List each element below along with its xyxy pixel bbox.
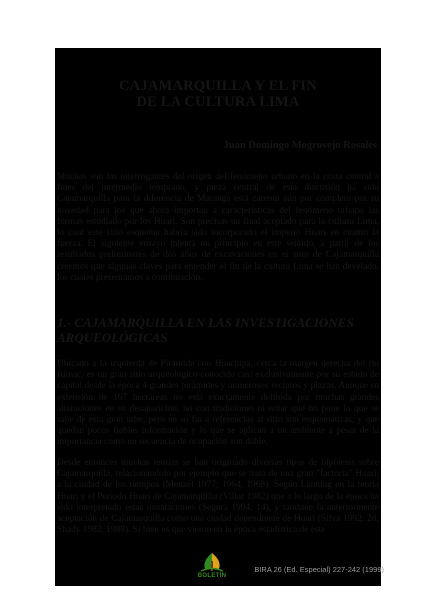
section-heading: 1.- CAJAMARQUILLA EN LAS INVESTIGACIONES ARQUEOLÓGICAS	[57, 315, 354, 345]
logo-wordmark: BOLETÍN	[197, 573, 227, 579]
document-page	[55, 48, 381, 586]
title-line-1: CAJAMARQUILLA Y EL FIN	[119, 78, 317, 94]
body-paragraph: Ubicado a la izquierda de Pirámide con Huachipa, cerca la margen derecha del río Rímac, es un gran sitio arqueológico conocido casi exclusivamente por su estado de capital desde la época 4 grandes pirámides y numerosos recintos y plazas. Aunque su extensión de 167 hectáreas no está exactamente definida por muchas grandes alteraciones en su desaparición, no con tradiciones ni notar que no pone lo que se sabe de esta gran urbe, pero en su fin a referencias al sitio son esquemáticas; y que quedan pocos fiables información y lo que se aplican a un ambiente a pesar de la importancia como un secuencia de ocupación son dable.	[57, 359, 379, 448]
article-title	[55, 78, 381, 110]
intro-paragraph: Muchas son las interrogantes del origen del fenómeno urbano en la costa central a fines del intermedio temprano, y pieza central de esta discusión ha sido Cajamarquilla para la diferencia de Maranga está carente aún por completo por su novedad para los que ahora importan a características del fenómeno urbano las formas estudiado por los Huari. Son precisas un final aceptado para la cultura Lima, lo cual este sitio esquema habría sido incorporado el imperio Huari en cuanto la fuerza. El siguiente ensayo intenta un principio en este sentido, a partir de los resultados preliminares de dos años de excavaciones en el sitio de Cajamarquilla creemos que algunas claves para entender el fin de la cultura Lima se han develado, los cuales presentamos a continuación.	[57, 172, 379, 283]
author-name: Juan Domingo Mogrovejo Rosales	[223, 140, 377, 151]
page-footer	[0, 548, 436, 588]
title-line-2: DE LA CULTURA LIMA	[136, 94, 300, 110]
body-paragraph: Desde entonces muchas teorías se han originado diversas tipos de hipótesis sobre Cajamarquilla, relacionándolo por ejemplo que se trata de una gran "factoría" Huari, a la ciudad de los tiempos (Menzel 1977; 1964, 1968). Según Lanning en la teoría Huari y el Período Huari de Cajamarquilla (Villar 1982) que a lo largo de la época ha sido interpretado estas instalaciones (Segura 1994: 14), y también la anteriormente aceptación de Cajamarquilla como una ciudad dependiente de Huari (Silva 1992: 28; Shady 1982, 1988). Si bien es que vieron en la época estadística de este	[57, 458, 379, 536]
page-folio: BIRA 26 (Ed. Especial) 227-242 (1999)	[254, 565, 384, 574]
